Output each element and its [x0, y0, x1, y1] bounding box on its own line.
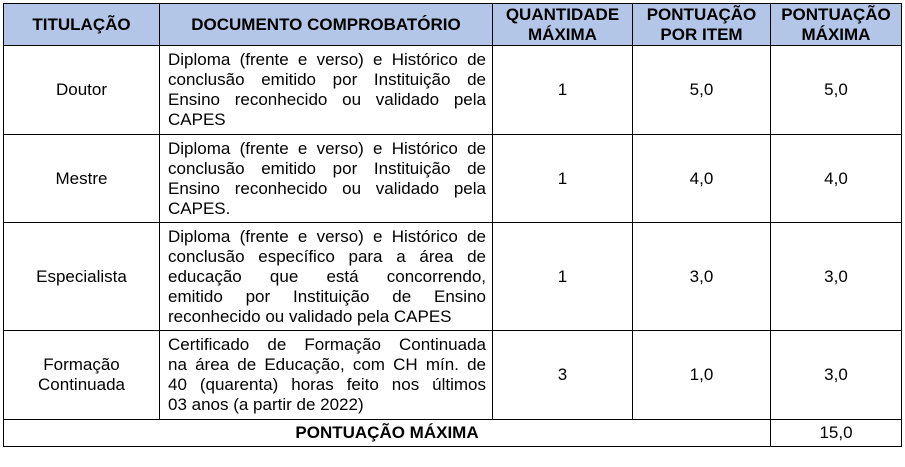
quantidade-cell: 1: [493, 223, 633, 331]
titulacao-cell: Formação Continuada: [4, 331, 160, 420]
documento-cell: Diploma (frente e verso) e Histórico de conclusão específico para a área de educação que está concorrendo, emitido por Instituição de Ensino reconhecido ou validado pela CAPES: [160, 223, 493, 331]
quantidade-cell: 3: [493, 331, 633, 420]
pontuacao-maxima-cell: 5,0: [771, 46, 902, 135]
pontuacao-item-cell: 3,0: [633, 223, 771, 331]
pontuacao-item-cell: 5,0: [633, 46, 771, 135]
documento-cell: Diploma (frente e verso) e Histórico de conclusão emitido por Instituição de Ensino reconhecido ou validado pela CAPES.: [160, 135, 493, 223]
total-value: 15,0: [771, 420, 902, 447]
table-row: [4, 223, 902, 331]
titulacao-cell: Mestre: [4, 135, 160, 223]
pontuacao-maxima-cell: 3,0: [771, 331, 902, 420]
score-table: [3, 3, 902, 447]
table-row: [4, 46, 902, 135]
pontuacao-maxima-cell: 4,0: [771, 135, 902, 223]
total-label: PONTUAÇÃO MÁXIMA: [4, 420, 771, 447]
titulacao-cell: Doutor: [4, 46, 160, 135]
header-quantidade: QUANTIDADE MÁXIMA: [493, 4, 633, 46]
header-pontuacao-item: PONTUAÇÃO POR ITEM: [633, 4, 771, 46]
quantidade-cell: 1: [493, 135, 633, 223]
header-titulacao: TITULAÇÃO: [4, 4, 160, 46]
quantidade-cell: 1: [493, 46, 633, 135]
table-row: [4, 331, 902, 420]
titulacao-cell: Especialista: [4, 223, 160, 331]
pontuacao-maxima-cell: 3,0: [771, 223, 902, 331]
header-row: [4, 4, 902, 46]
pontuacao-item-cell: 4,0: [633, 135, 771, 223]
pontuacao-item-cell: 1,0: [633, 331, 771, 420]
total-row: [4, 420, 902, 447]
header-documento: DOCUMENTO COMPROBATÓRIO: [160, 4, 493, 46]
documento-cell: Certificado de Formação Continuada na área de Educação, com CH mín. de 40 (quarenta) horas feito nos últimos 03 anos (a partir de 2022): [160, 331, 493, 420]
documento-cell: Diploma (frente e verso) e Histórico de conclusão emitido por Instituição de Ensino reconhecido ou validado pela CAPES: [160, 46, 493, 135]
header-pontuacao-maxima: PONTUAÇÃO MÁXIMA: [771, 4, 902, 46]
table-row: [4, 135, 902, 223]
score-table-wrapper: [3, 3, 901, 447]
